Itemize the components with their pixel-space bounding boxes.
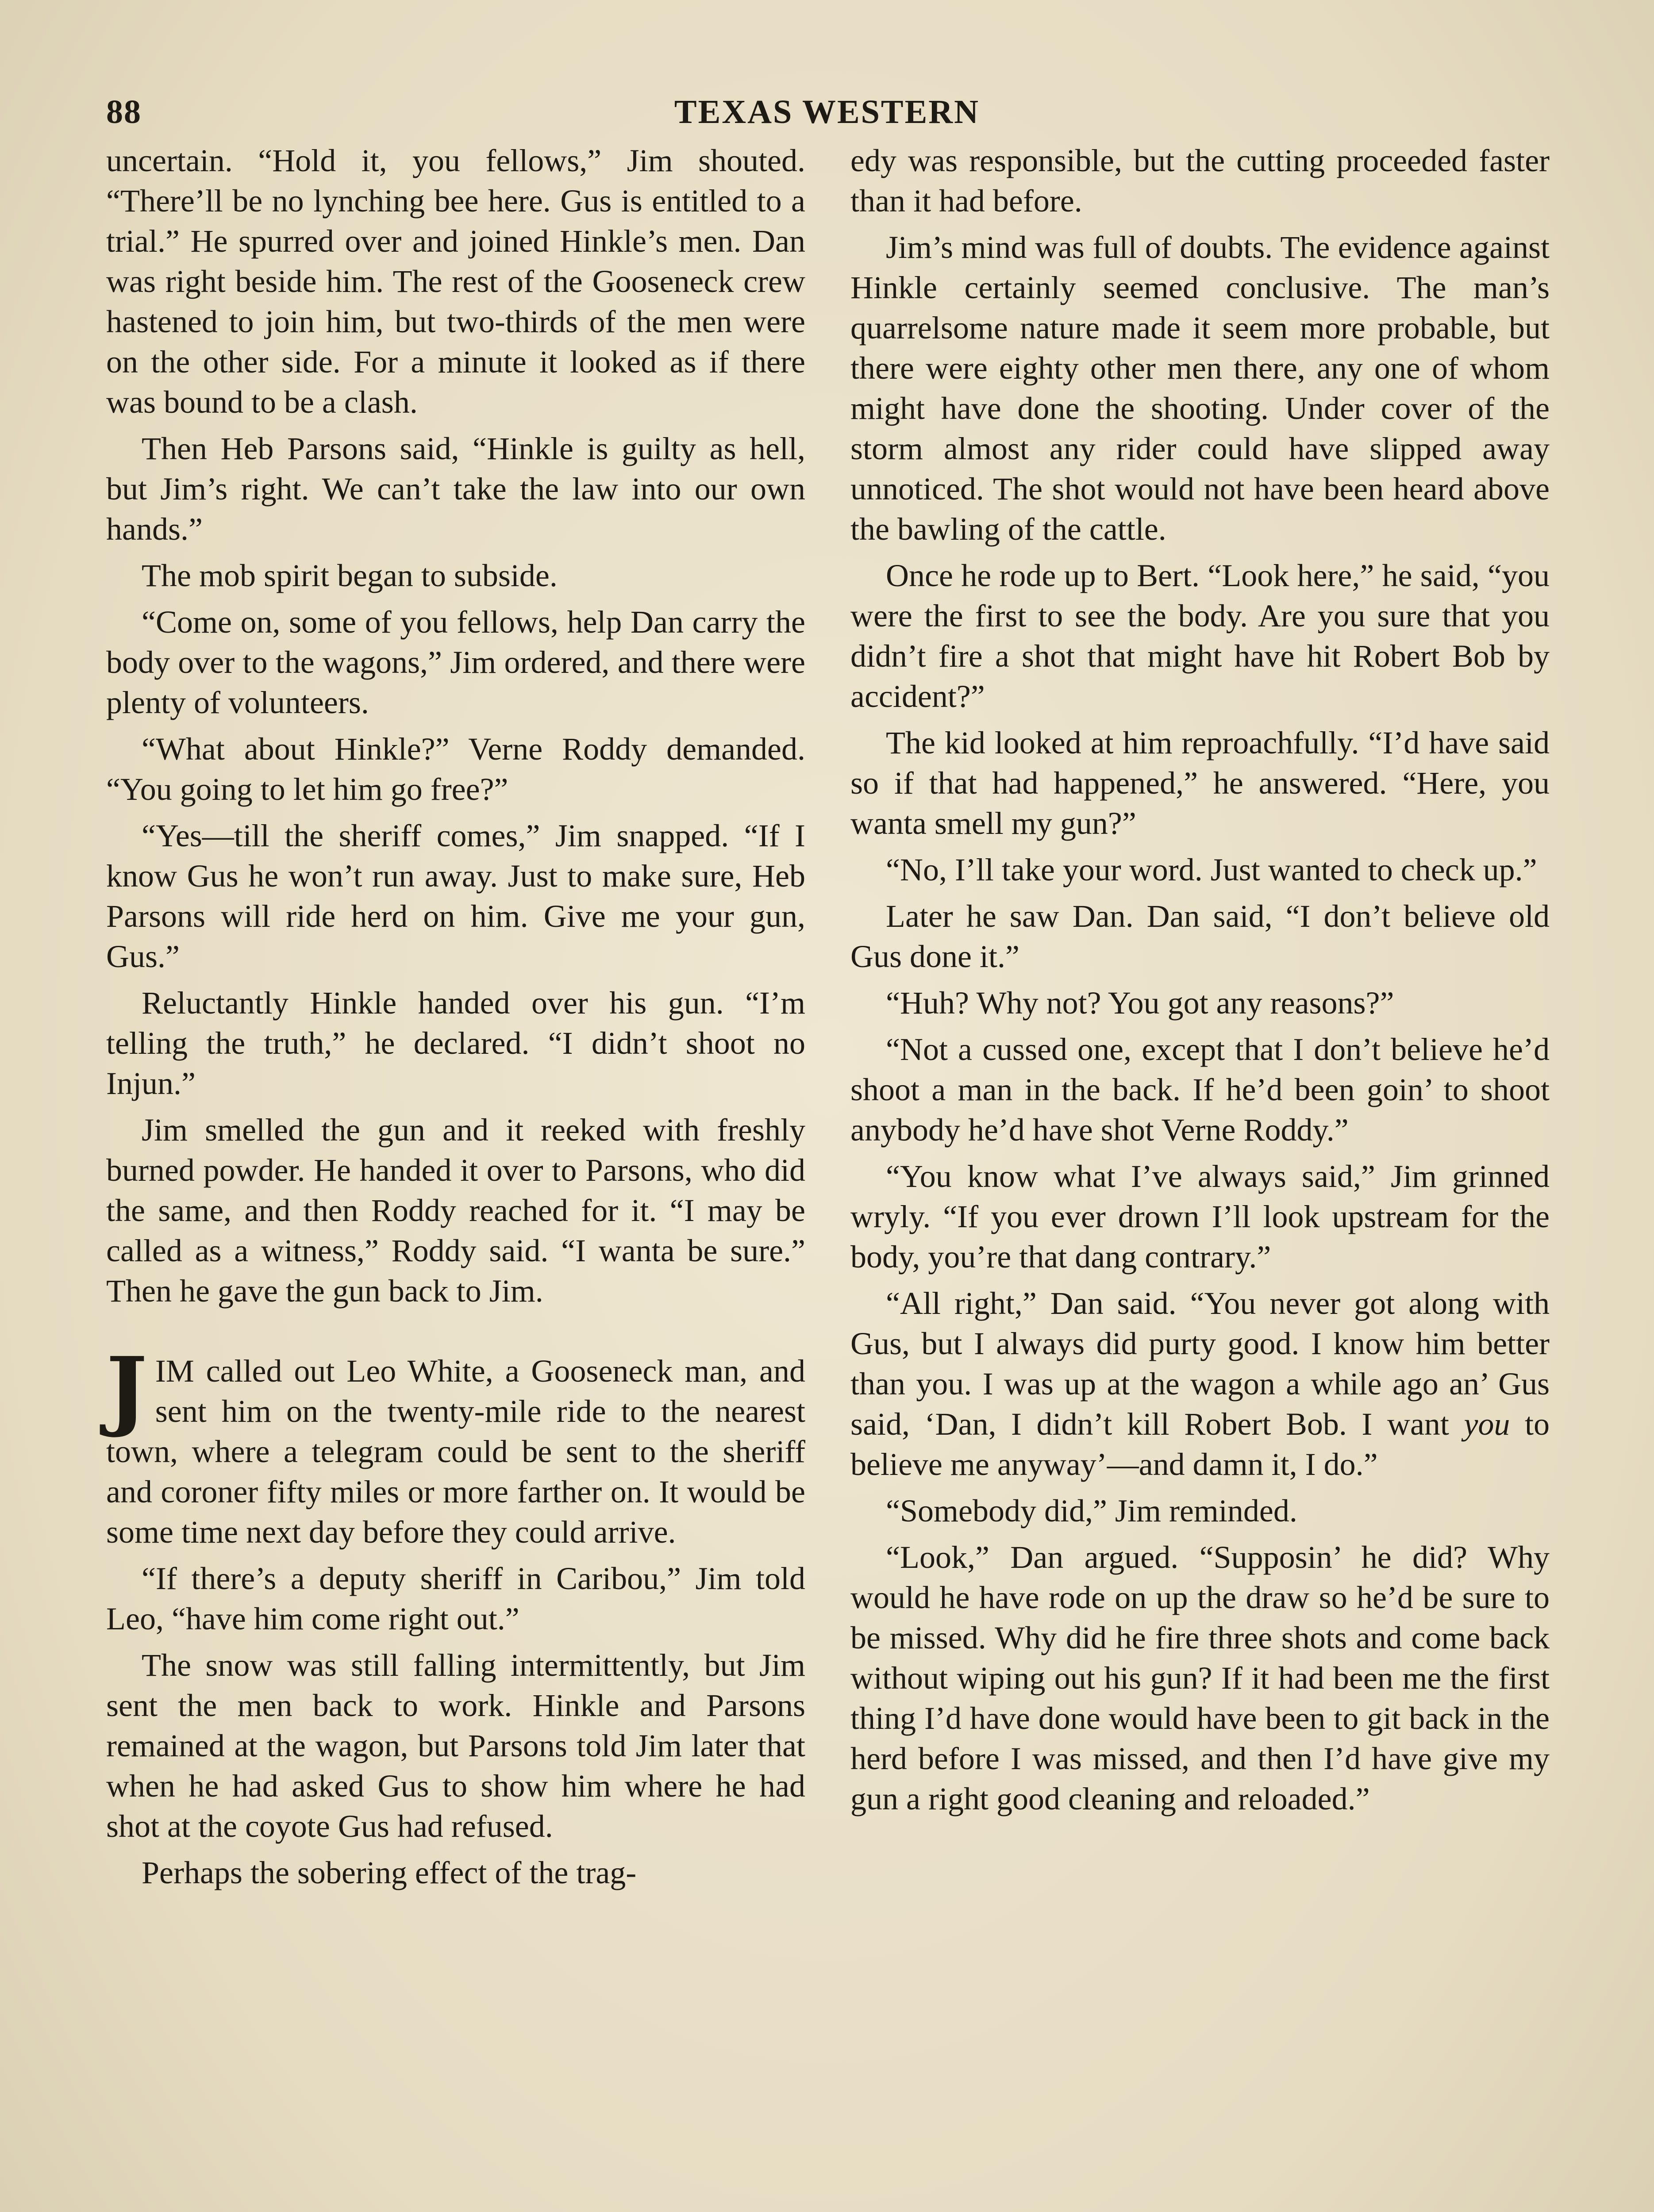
drop-cap: J <box>106 1338 147 1440</box>
paragraph: “Come on, some of you fellows, help Dan carry the body over to the wagons,” Jim ordered, and there were plenty of volunteers. <box>106 604 805 720</box>
paragraph: The kid looked at him reproachfully. “I’d have said so if that had happened,” he answered. “Here, you wanta smell my gun?” <box>850 725 1550 841</box>
paragraph <box>850 1283 1550 1485</box>
paragraph: Then Heb Parsons said, “Hinkle is guilty as hell, but Jim’s right. We can’t take the law into our own hands.” <box>106 431 805 547</box>
paragraph: “You know what I’ve always said,” Jim grinned wryly. “If you ever drown I’ll look upstream for the body, you’re that dang contrary.” <box>850 1159 1550 1275</box>
paragraph: The snow was still falling intermittently, but Jim sent the men back to work. Hinkle and Parsons remained at the wagon, but Parsons told Jim later that when he had asked Gus to show him where he had shot at the coyote Gus had refused. <box>106 1647 805 1844</box>
page-number: 88 <box>106 93 142 131</box>
right-column <box>850 141 1550 1825</box>
left-column <box>106 141 805 1899</box>
paragraph-text: to believe me anyway’—and damn it, I do.” <box>850 1406 1550 1482</box>
running-title: TEXAS WESTERN <box>674 93 980 131</box>
paragraph: Jim’s mind was full of doubts. The evidence against Hinkle certainly seemed conclusive. The man’s quarrelsome nature made it seem more probable, but there were eighty other men there, any one of whom might have done the shooting. Under cover of the storm almost any rider could have slipped away unnoticed. The shot would not have been heard above the bawling of the cattle. <box>850 230 1550 547</box>
paragraph: “Huh? Why not? You got any reasons?” <box>886 985 1394 1021</box>
paragraph: Once he rode up to Bert. “Look here,” he said, “you were the first to see the body. Are you sure that you didn’t fire a shot that might have hit Robert Bob by accident?” <box>850 558 1550 714</box>
paragraph: uncertain. “Hold it, you fellows,” Jim shouted. “There’ll be no lynching bee here. Gus is entitled to a trial.” He spurred over and joined Hinkle’s men. Dan was right beside him. The rest of the Gooseneck crew hastened to join him, but two-thirds of the men were on the other side. For a minute it looked as if there was bound to be a clash. <box>106 143 805 420</box>
paragraph: Jim smelled the gun and it reeked with freshly burned powder. He handed it over to Parsons, who did the same, and then Roddy reached for it. “I may be called as a witness,” Roddy said. “I wanta be sure.” Then he gave the gun back to Jim. <box>106 1112 805 1309</box>
section-opening-paragraph <box>106 1338 805 1552</box>
paragraph-text: IM called out Leo White, a Gooseneck man, and sent him on the twenty-mile ride to the nearest town, where a telegram could be sent to the sheriff and coroner fifty miles or more farther on. It would be some time next day before they could arrive. <box>106 1353 805 1550</box>
paragraph: edy was responsible, but the cutting proceeded faster than it had before. <box>850 143 1550 219</box>
paragraph: “What about Hinkle?” Verne Roddy demanded. “You going to let him go free?” <box>106 731 805 807</box>
paragraph: “Look,” Dan argued. “Supposin’ he did? Why would he have rode on up the draw so he’d be sure to be missed. Why did he fire three shots and come back without wiping out his gun? If it had been me the first thing I’d have done would have been to git back in the herd before I was missed, and then I’d have give my gun a right good cleaning and reloaded.” <box>850 1540 1550 1816</box>
paragraph: “If there’s a deputy sheriff in Caribou,” Jim told Leo, “have him come right out.” <box>106 1561 805 1636</box>
paragraph: Later he saw Dan. Dan said, “I don’t believe old Gus done it.” <box>850 899 1550 974</box>
paragraph: The mob spirit began to subside. <box>142 558 558 593</box>
page-header <box>106 93 1548 142</box>
paragraph: Reluctantly Hinkle handed over his gun. “I’m telling the truth,” he declared. “I didn’t shoot no Injun.” <box>106 985 805 1101</box>
paragraph-text: “All right,” Dan said. “You never got along with Gus, but I always did purty good. I know him better than you. I was up at the wagon a while ago an’ Gus said, ‘Dan, I didn’t kill Robert Bob. I want <box>850 1286 1550 1442</box>
emphasized-word: you <box>1464 1406 1510 1442</box>
paragraph: “No, I’ll take your word. Just wanted to check up.” <box>886 852 1537 887</box>
paragraph: “Not a cussed one, except that I don’t believe he’d shoot a man in the back. If he’d been goin’ to shoot anybody he’d have shot Verne Roddy.” <box>850 1032 1550 1148</box>
paragraph: “Somebody did,” Jim reminded. <box>886 1493 1297 1528</box>
paragraph: Perhaps the sobering effect of the trag- <box>142 1855 637 1890</box>
paragraph: “Yes—till the sheriff comes,” Jim snapped. “If I know Gus he won’t run away. Just to make sure, Heb Parsons will ride herd on him. Give me your gun, Gus.” <box>106 818 805 974</box>
